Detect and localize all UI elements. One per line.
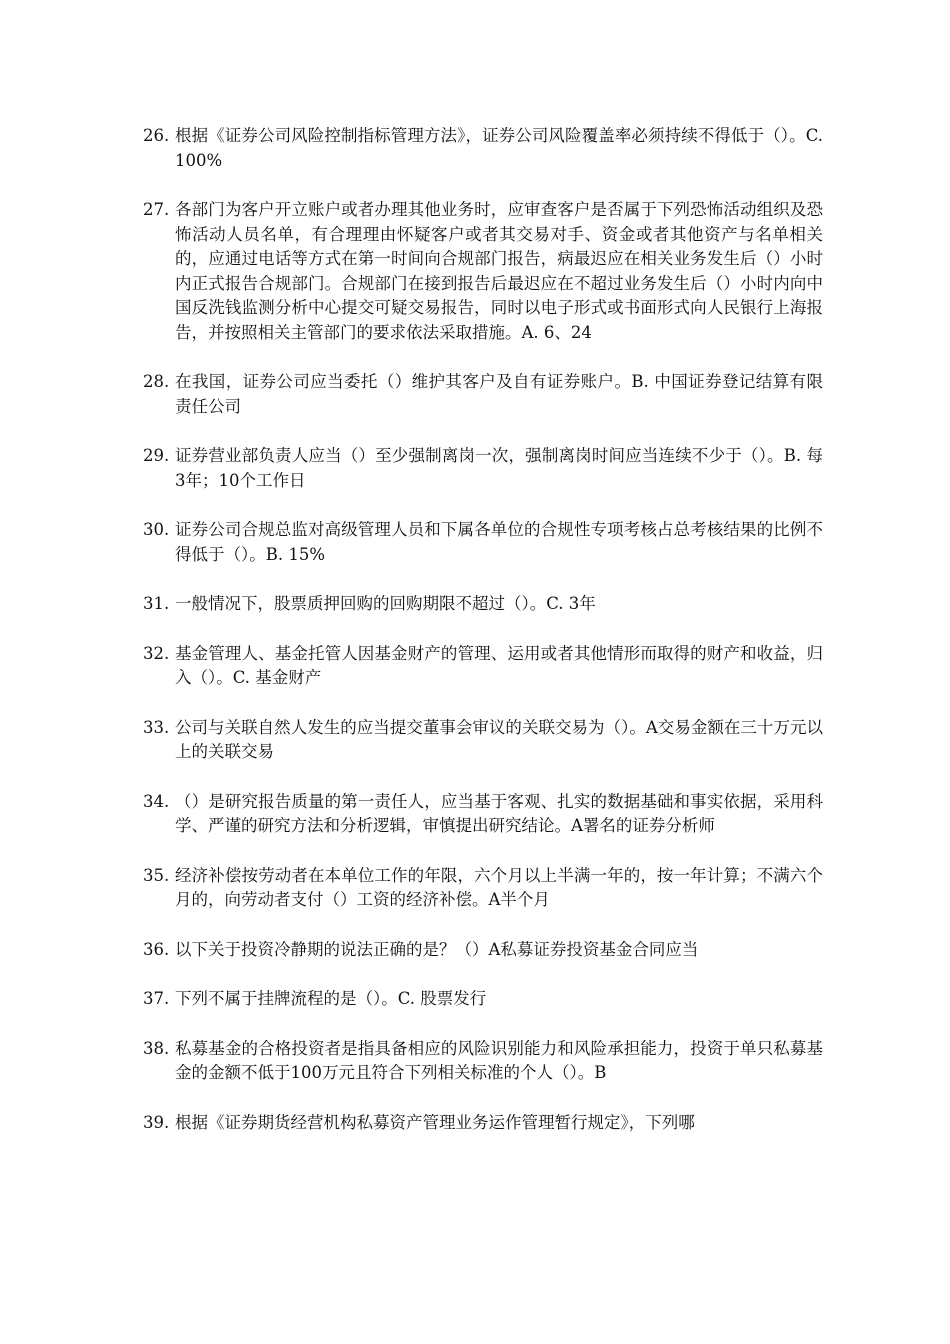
question-number: 29. bbox=[143, 446, 170, 465]
question-29 bbox=[143, 444, 823, 493]
question-text: 根据《证券期货经营机构私募资产管理业务运作管理暂行规定》，下列哪 bbox=[175, 1112, 695, 1132]
question-text: 下列不属于挂牌流程的是（）。C. 股票发行 bbox=[175, 989, 487, 1008]
question-number: 36. bbox=[143, 939, 170, 959]
question-number: 34. bbox=[143, 791, 170, 811]
question-34 bbox=[143, 790, 823, 839]
question-number: 39. bbox=[143, 1112, 170, 1132]
question-text: 各部门为客户开立账户或者办理其他业务时，应审查客户是否属于下列恐怖活动组织及恐怖活动人员名单，有合理理由怀疑客户或者其交易对手、资金或者其他资产与名单相关的，应通过电话等方式在第一时间向合规部门报告，病最迟应在相关业务发生后（）小时内正式报告合规部门。合规部门在接到报告后最迟应在不超过业务发生后（）小时内向中国反洗钱监测分析中心提交可疑交易报告，同时以电子形式或书面形式向人民银行上海报告，并按照相关主管部门的要求依法采取措施。A. 6、24 bbox=[175, 200, 823, 342]
question-text: 在我国，证券公司应当委托（）维护其客户及自有证券账户。B. 中国证券登记结算有限责任公司 bbox=[175, 372, 823, 416]
question-28 bbox=[143, 370, 823, 419]
question-32 bbox=[143, 642, 823, 691]
question-text: 经济补偿按劳动者在本单位工作的年限，六个月以上半满一年的，按一年计算；不满六个月的，向劳动者支付（）工资的经济补偿。A半个月 bbox=[175, 865, 823, 909]
question-text: 证券公司合规总监对高级管理人员和下属各单位的合规性专项考核占总考核结果的比例不得低于（）。B. 15% bbox=[175, 520, 823, 564]
question-list bbox=[143, 124, 823, 1160]
question-number: 26. bbox=[143, 126, 170, 145]
question-number: 33. bbox=[143, 717, 170, 737]
question-text: 私募基金的合格投资者是指具备相应的风险识别能力和风险承担能力，投资于单只私募基金的金额不低于100万元且符合下列相关标准的个人（）。B bbox=[175, 1038, 823, 1082]
question-36 bbox=[143, 938, 823, 963]
question-37 bbox=[143, 987, 823, 1012]
question-26 bbox=[143, 124, 823, 173]
question-number: 37. bbox=[143, 989, 170, 1008]
question-text: （）是研究报告质量的第一责任人，应当基于客观、扎实的数据基础和事实依据，采用科学、严谨的研究方法和分析逻辑，审慎提出研究结论。A署名的证券分析师 bbox=[175, 791, 823, 835]
question-number: 32. bbox=[143, 643, 170, 663]
question-number: 27. bbox=[143, 200, 170, 219]
question-text: 一般情况下，股票质押回购的回购期限不超过（）。C. 3年 bbox=[175, 594, 596, 613]
question-30 bbox=[143, 518, 823, 567]
question-number: 30. bbox=[143, 520, 170, 539]
question-text: 基金管理人、基金托管人因基金财产的管理、运用或者其他情形而取得的财产和收益，归入（）。C. 基金财产 bbox=[175, 643, 823, 687]
question-number: 31. bbox=[143, 594, 170, 613]
question-number: 28. bbox=[143, 372, 170, 391]
question-38 bbox=[143, 1037, 823, 1086]
question-35 bbox=[143, 864, 823, 913]
question-39 bbox=[143, 1111, 823, 1136]
question-33 bbox=[143, 716, 823, 765]
question-number: 38. bbox=[143, 1038, 170, 1058]
question-number: 35. bbox=[143, 865, 170, 885]
question-text: 公司与关联自然人发生的应当提交董事会审议的关联交易为（）。A交易金额在三十万元以上的关联交易 bbox=[175, 717, 823, 761]
question-27 bbox=[143, 198, 823, 345]
question-31 bbox=[143, 592, 823, 617]
question-text: 根据《证券公司风险控制指标管理方法》，证券公司风险覆盖率必须持续不得低于（）。C. 100% bbox=[175, 126, 823, 170]
question-text: 以下关于投资冷静期的说法正确的是？（）A私募证券投资基金合同应当 bbox=[175, 939, 699, 959]
question-text: 证券营业部负责人应当（）至少强制离岗一次，强制离岗时间应当连续不少于（）。B. 每3年；10个工作日 bbox=[175, 446, 823, 490]
